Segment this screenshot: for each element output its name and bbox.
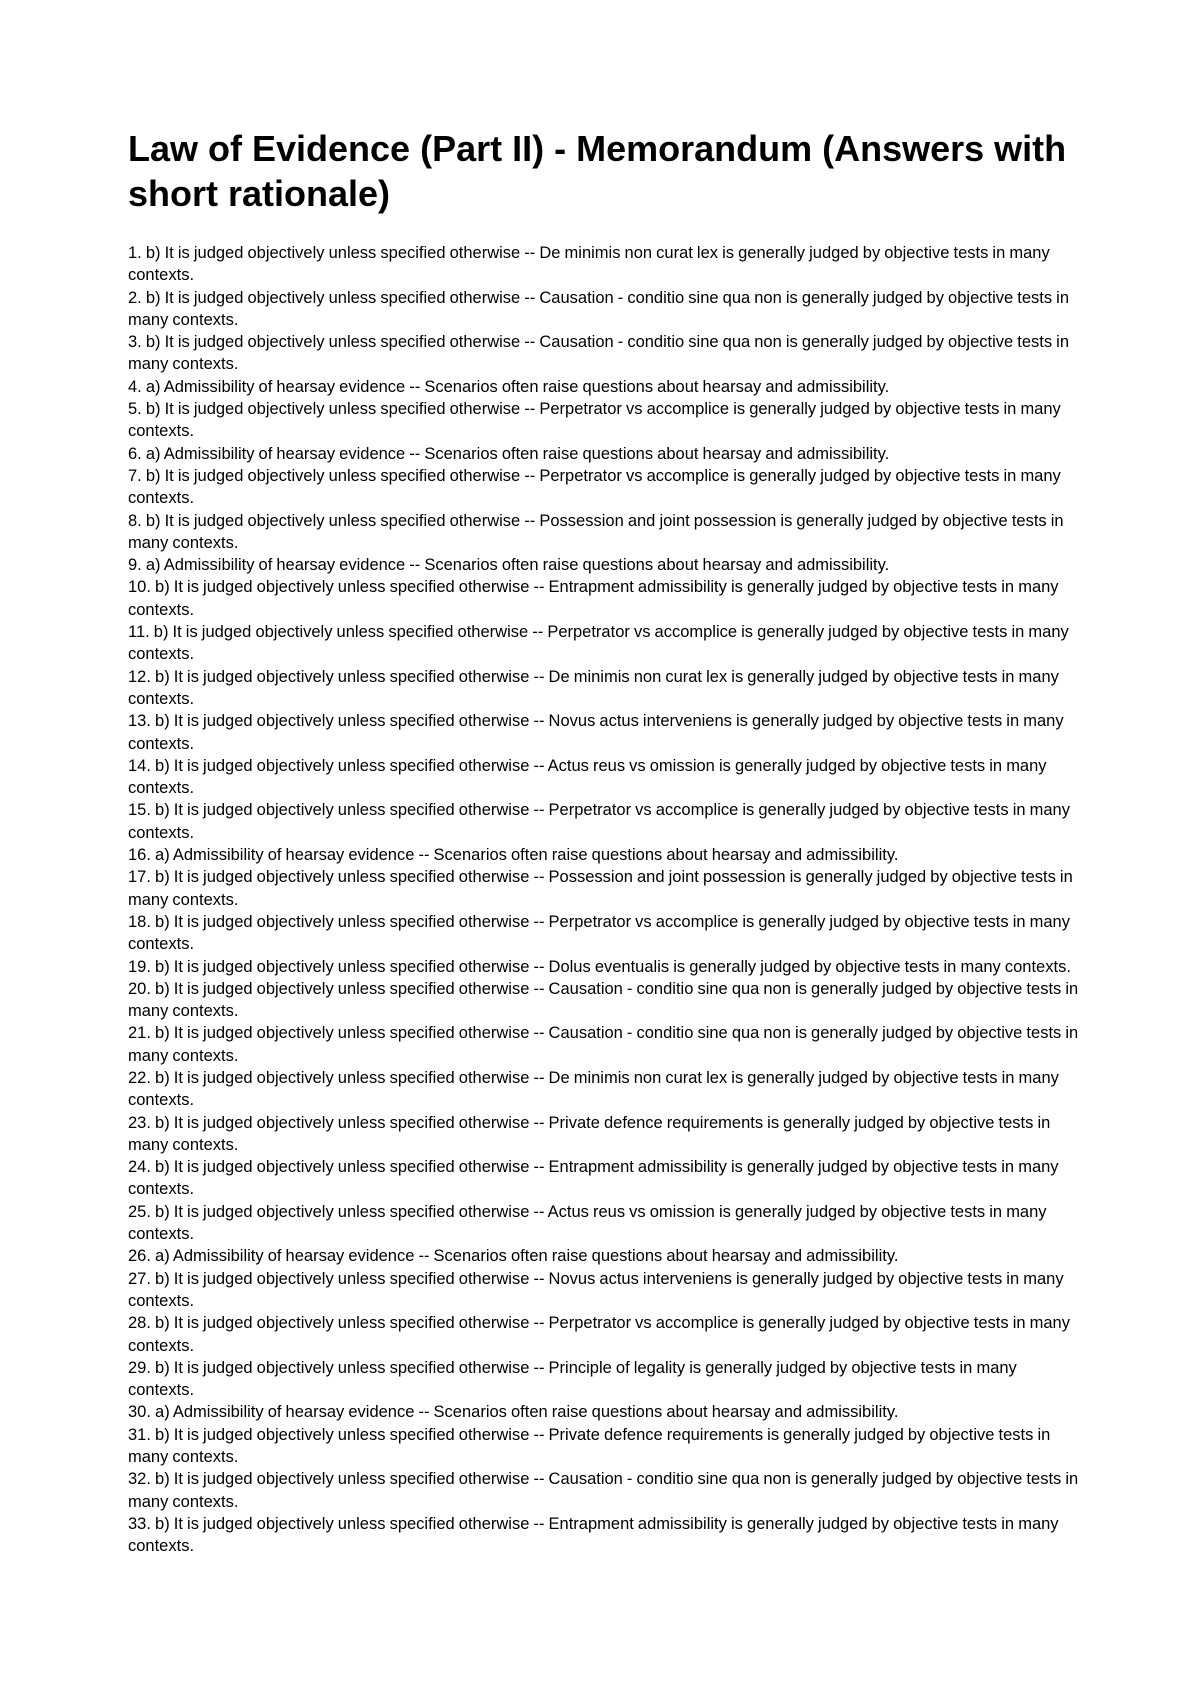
answer-list xyxy=(128,242,1080,1558)
answer-item: 16. a) Admissibility of hearsay evidence -- Scenarios often raise questions about hearsay and admissibility. xyxy=(128,846,899,865)
answer-item: 9. a) Admissibility of hearsay evidence -- Scenarios often raise questions about hearsay and admissibility. xyxy=(128,556,890,575)
answer-item: 27. b) It is judged objectively unless specified otherwise -- Novus actus interveniens is generally judged by objective tests in many contexts. xyxy=(128,1269,1064,1310)
answer-item: 14. b) It is judged objectively unless specified otherwise -- Actus reus vs omission is generally judged by objective tests in many contexts. xyxy=(128,756,1047,798)
answer-item: 22. b) It is judged objectively unless specified otherwise -- De minimis non curat lex is generally judged by objective tests in many contexts. xyxy=(128,1068,1059,1110)
answer-item: 8. b) It is judged objectively unless specified otherwise -- Possession and joint possession is generally judged by objective tests in many contexts. xyxy=(128,511,1064,552)
answer-item: 19. b) It is judged objectively unless specified otherwise -- Dolus eventualis is generally judged by objective tests in many contexts. xyxy=(128,957,1071,976)
answer-item: 11. b) It is judged objectively unless specified otherwise -- Perpetrator vs accomplice is generally judged by objective tests in many contexts. xyxy=(128,623,1069,664)
document-title: Law of Evidence (Part II) - Memorandum (Answers with short rationale) xyxy=(128,128,1067,214)
answer-item: 33. b) It is judged objectively unless specified otherwise -- Entrapment admissibility is generally judged by objective tests in many contexts. xyxy=(128,1514,1059,1556)
answer-item: 29. b) It is judged objectively unless specified otherwise -- Principle of legality is generally judged by objective tests in many contexts. xyxy=(128,1358,1017,1400)
answer-item: 3. b) It is judged objectively unless specified otherwise -- Causation - conditio sine qua non is generally judged by objective tests in many contexts. xyxy=(128,333,1070,374)
answer-item: 10. b) It is judged objectively unless specified otherwise -- Entrapment admissibility is generally judged by objective tests in many contexts. xyxy=(128,578,1059,619)
answer-item: 20. b) It is judged objectively unless specified otherwise -- Causation - conditio sine qua non is generally judged by objective tests in many contexts. xyxy=(128,979,1079,1021)
answer-item: 17. b) It is judged objectively unless specified otherwise -- Possession and joint possession is generally judged by objective tests in many contexts. xyxy=(128,868,1073,909)
answer-item: 21. b) It is judged objectively unless specified otherwise -- Causation - conditio sine qua non is generally judged by objective tests in many contexts. xyxy=(128,1024,1079,1065)
answer-item: 13. b) It is judged objectively unless specified otherwise -- Novus actus interveniens is generally judged by objective tests in many contexts. xyxy=(128,712,1064,753)
answer-item: 5. b) It is judged objectively unless specified otherwise -- Perpetrator vs accomplice is generally judged by objective tests in many contexts. xyxy=(128,400,1061,441)
answer-item: 15. b) It is judged objectively unless specified otherwise -- Perpetrator vs accomplice is generally judged by objective tests in many contexts. xyxy=(128,801,1070,842)
answer-item: 31. b) It is judged objectively unless specified otherwise -- Private defence requirements is generally judged by objective tests in many contexts. xyxy=(128,1425,1051,1467)
answer-item: 32. b) It is judged objectively unless specified otherwise -- Causation - conditio sine qua non is generally judged by objective tests in many contexts. xyxy=(128,1470,1079,1511)
answer-item: 7. b) It is judged objectively unless specified otherwise -- Perpetrator vs accomplice is generally judged by objective tests in many contexts. xyxy=(128,466,1061,508)
answer-item: 26. a) Admissibility of hearsay evidence -- Scenarios often raise questions about hearsay and admissibility. xyxy=(128,1247,899,1266)
answer-item: 2. b) It is judged objectively unless specified otherwise -- Causation - conditio sine qua non is generally judged by objective tests in many contexts. xyxy=(128,288,1070,329)
answer-item: 6. a) Admissibility of hearsay evidence -- Scenarios often raise questions about hearsay and admissibility. xyxy=(128,444,890,463)
answer-item: 18. b) It is judged objectively unless specified otherwise -- Perpetrator vs accomplice is generally judged by objective tests in many contexts. xyxy=(128,912,1070,954)
answer-item: 24. b) It is judged objectively unless specified otherwise -- Entrapment admissibility is generally judged by objective tests in many contexts. xyxy=(128,1158,1059,1199)
answer-item: 25. b) It is judged objectively unless specified otherwise -- Actus reus vs omission is generally judged by objective tests in many contexts. xyxy=(128,1202,1047,1244)
answer-item: 23. b) It is judged objectively unless specified otherwise -- Private defence requirements is generally judged by objective tests in many contexts. xyxy=(128,1113,1051,1154)
answer-item: 4. a) Admissibility of hearsay evidence -- Scenarios often raise questions about hearsay and admissibility. xyxy=(128,377,890,396)
answer-item: 28. b) It is judged objectively unless specified otherwise -- Perpetrator vs accomplice is generally judged by objective tests in many contexts. xyxy=(128,1314,1070,1355)
answer-item: 12. b) It is judged objectively unless specified otherwise -- De minimis non curat lex is generally judged by objective tests in many contexts. xyxy=(128,667,1059,708)
answer-item: 1. b) It is judged objectively unless specified otherwise -- De minimis non curat lex is generally judged by objective tests in many contexts. xyxy=(128,244,1050,285)
answer-item: 30. a) Admissibility of hearsay evidence -- Scenarios often raise questions about hearsay and admissibility. xyxy=(128,1403,899,1422)
